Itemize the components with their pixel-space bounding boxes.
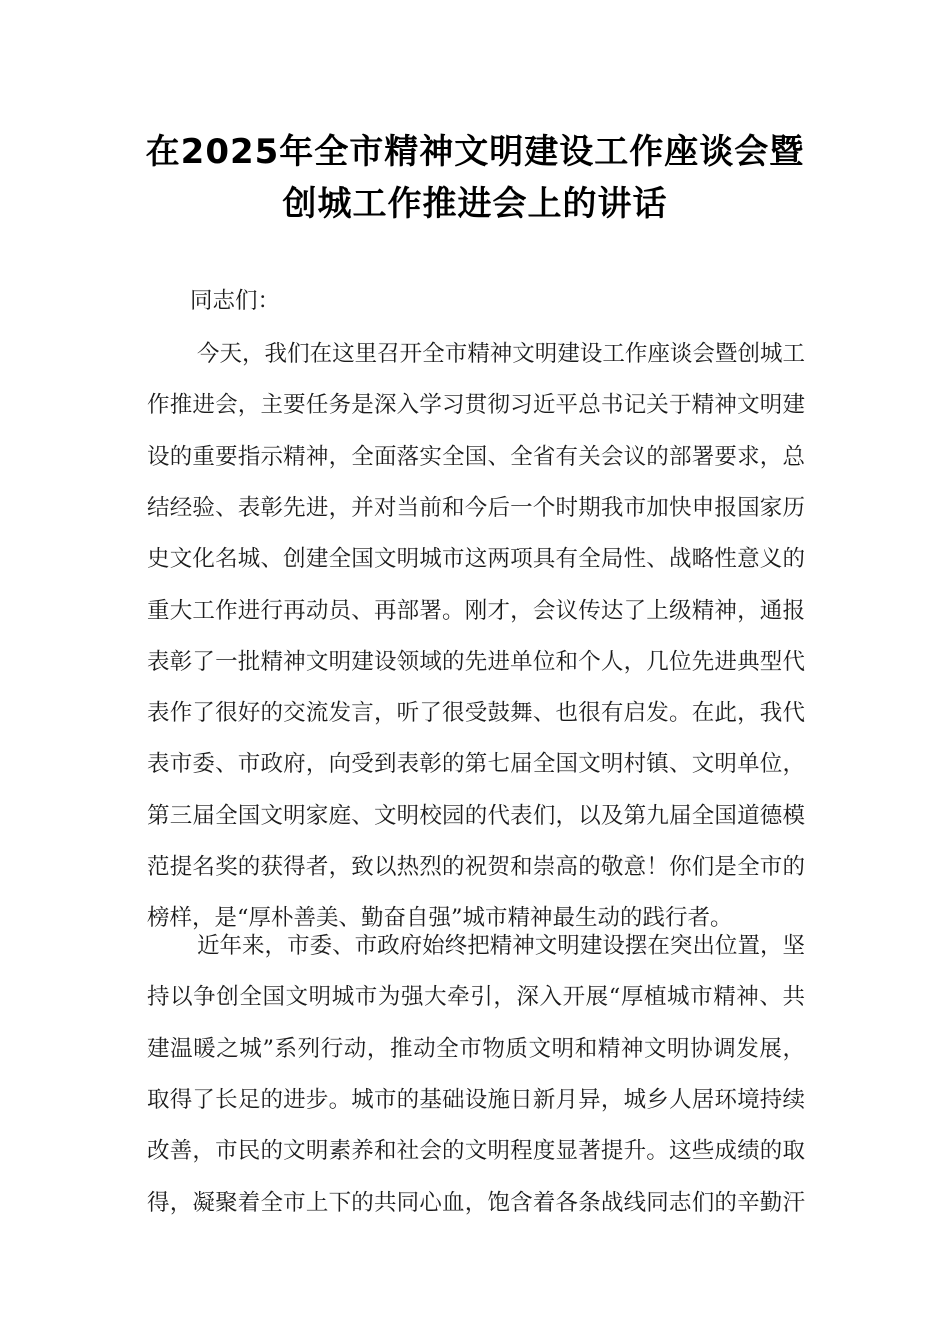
- document-title: [90, 126, 860, 230]
- paragraph-line: 表作了很好的交流发言，听了很受鼓舞、也很有启发。在此，我代: [147, 700, 805, 727]
- paragraph-line: 表市委、市政府，向受到表彰的第七届全国文明村镇、文明单位，: [147, 751, 805, 778]
- paragraph-line: 持以争创全国文明城市为强大牵引，深入开展“厚植城市精神、共: [147, 984, 805, 1011]
- paragraph-line: 建温暖之城”系列行动，推动全市物质文明和精神文明协调发展，: [147, 1035, 805, 1062]
- paragraph-line: 表彰了一批精神文明建设领域的先进单位和个人，几位先进典型代: [147, 648, 805, 675]
- title-line-1: 在2025年全市精神文明建设工作座谈会暨: [145, 132, 805, 172]
- paragraph-line: 作推进会，主要任务是深入学习贯彻习近平总书记关于精神文明建: [147, 392, 805, 419]
- paragraph-line: 榜样，是“厚朴善美、勤奋自强”城市精神最生动的践行者。: [147, 905, 733, 932]
- paragraph-line: 改善，市民的文明素养和社会的文明程度显著提升。这些成绩的取: [147, 1138, 805, 1165]
- title-line-2: 创城工作推进会上的讲话: [282, 184, 668, 224]
- paragraph-line: 设的重要指示精神，全面落实全国、全省有关会议的部署要求，总: [147, 443, 805, 470]
- paragraph-line: 今天，我们在这里召开全市精神文明建设工作座谈会暨创城工: [197, 341, 805, 367]
- paragraph-line: 范提名奖的获得者，致以热烈的祝贺和崇高的敬意！你们是全市的: [147, 854, 805, 880]
- greeting: 同志们：: [190, 288, 281, 314]
- paragraph-line: 近年来，市委、市政府始终把精神文明建设摆在突出位置，坚: [197, 933, 805, 959]
- paragraph-line: 第三届全国文明家庭、文明校园的代表们，以及第九届全国道德模: [147, 802, 805, 829]
- paragraph-line: 史文化名城、创建全国文明城市这两项具有全局性、战略性意义的: [147, 546, 805, 573]
- paragraph-line: 得，凝聚着全市上下的共同心血，饱含着各条战线同志们的辛勤汗: [147, 1189, 805, 1216]
- paragraph-line: 取得了长足的进步。城市的基础设施日新月异，城乡人居环境持续: [147, 1086, 805, 1113]
- paragraph-line: 结经验、表彰先进，并对当前和今后一个时期我市加快申报国家历: [147, 494, 805, 521]
- paragraph-line: 重大工作进行再动员、再部署。刚才，会议传达了上级精神，通报: [147, 597, 805, 624]
